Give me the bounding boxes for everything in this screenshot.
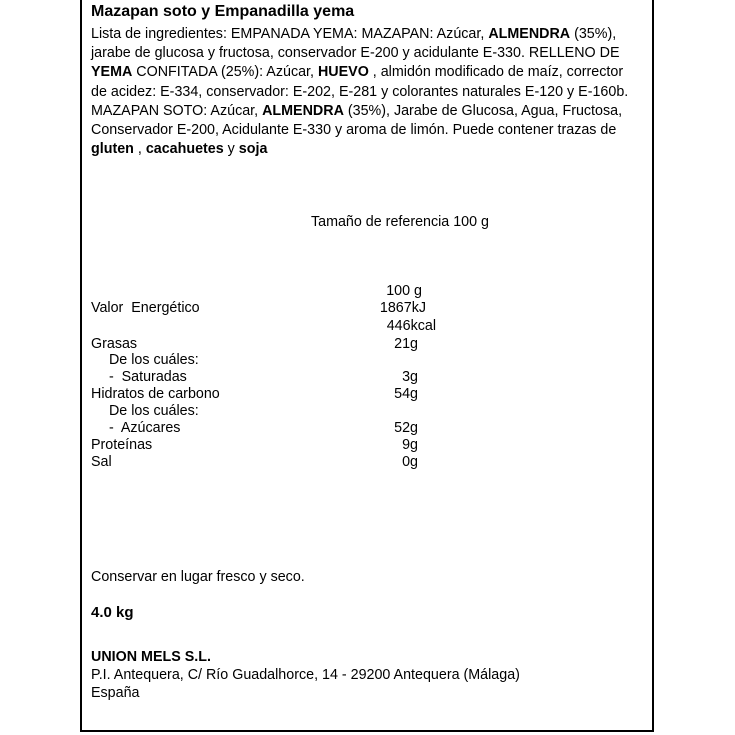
ingredient-text: CONFITADA (25%): Azúcar, (132, 64, 318, 81)
allergen-text: HUEVO (317, 64, 369, 81)
net-weight: 4.0 kg (91, 604, 134, 621)
nutrient-value: 52g (394, 420, 418, 436)
allergen-text: soja (238, 141, 268, 158)
company-name: UNION MELS S.L. (91, 649, 211, 665)
nutrient-value: 21g (394, 336, 418, 352)
ingredient-text: (35%), Jarabe de Glucosa, Agua, Fructosa, Conservador E-200, Acidulante E-330 y aroma de limón. Puede contener trazas de (91, 102, 623, 139)
nutrient-label: Hidratos de carbono (91, 386, 220, 402)
nutrient-value: 9g (402, 437, 418, 453)
nutrient-label: De los cuáles: (101, 403, 199, 419)
ingredient-text: (35%), jarabe de glucosa y fructosa, conservador E-200 y acidulante E-330. RELLENO DE (91, 26, 620, 62)
ingredient-text: y (223, 141, 239, 158)
nutrient-label: Grasas (91, 336, 138, 352)
ingredient-text: , almidón modificado de maíz, corrector de acidez: E-334, conservador: E-202, E-281 y colorantes naturales E-120 y E-160b. MAZAPAN SOTO: Azúcar, (91, 64, 629, 119)
allergen-text: ALMENDRA (262, 102, 344, 119)
reference-size-label: Tamaño de referencia 100 g (310, 214, 490, 230)
storage-instructions: Conservar en lugar fresco y seco. (91, 569, 305, 585)
company-address: P.I. Antequera, C/ Río Guadalhorce, 14 - 29200 Antequera (Málaga) (91, 667, 520, 683)
per-100g-header: 100 g (386, 283, 422, 299)
energy-label: Valor Energético (91, 300, 200, 316)
allergen-text: YEMA (91, 64, 133, 81)
nutrient-label: - Saturadas (101, 369, 187, 385)
energy-kcal-value: 446kcal (386, 318, 436, 334)
company-country: España (91, 685, 140, 701)
allergen-text: ALMENDRA (488, 26, 571, 42)
ingredients-text (91, 25, 639, 159)
ingredient-text: , (133, 141, 146, 158)
ingredient-text: Lista de ingredientes: EMPANADA YEMA: MAZAPAN: Azúcar, (91, 26, 489, 42)
allergen-text: cacahuetes (145, 141, 224, 158)
nutrient-label: De los cuáles: (101, 352, 199, 368)
product-title: Mazapan soto y Empanadilla yema (91, 3, 355, 20)
nutrient-value: 0g (402, 454, 418, 470)
nutrient-label: - Azúcares (101, 420, 181, 436)
nutrient-value: 54g (394, 386, 418, 402)
nutrient-label: Proteínas (91, 437, 153, 453)
nutrient-label: Sal (91, 454, 112, 470)
nutrient-value: 3g (402, 369, 418, 385)
allergen-text: gluten (91, 141, 134, 158)
energy-kj-value: 1867kJ (379, 300, 426, 316)
